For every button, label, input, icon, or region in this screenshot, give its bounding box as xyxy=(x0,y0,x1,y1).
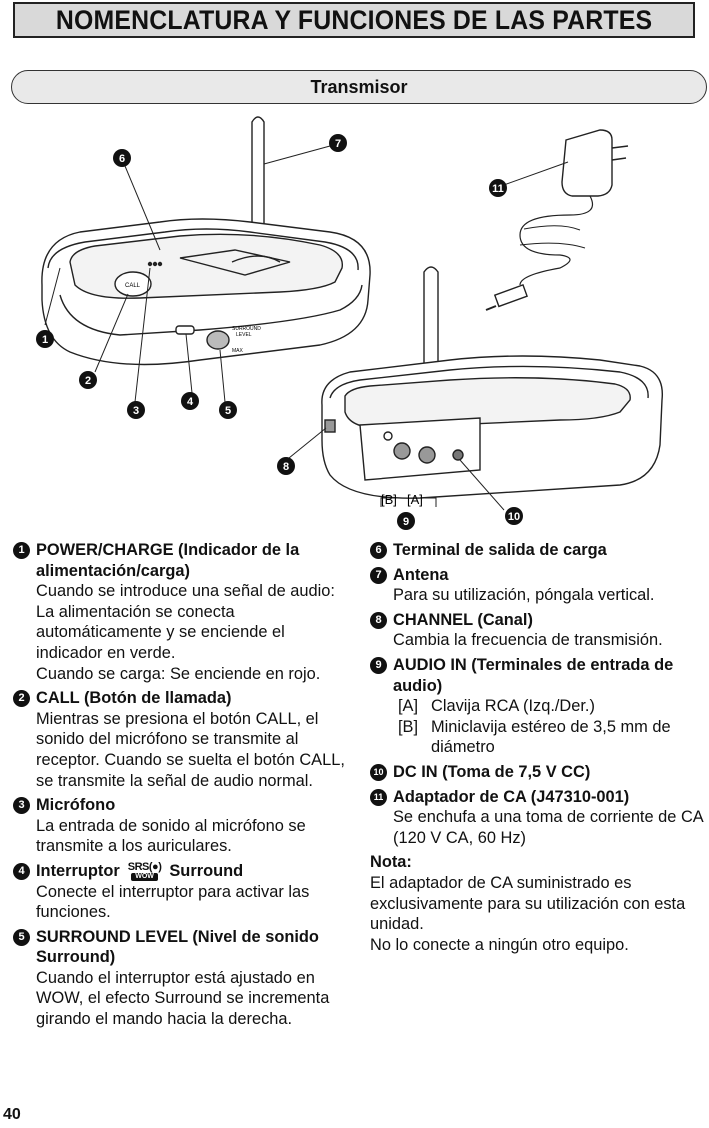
item-9 xyxy=(370,655,705,758)
page-number: 40 xyxy=(3,1106,21,1123)
item-11 xyxy=(370,787,705,849)
item-4-title-b: Surround xyxy=(169,861,244,880)
item-4-line-1: Conecte el interruptor para activar las funciones. xyxy=(36,882,310,922)
item-number-7: 7 xyxy=(370,567,387,584)
ac-adapter-drawing xyxy=(486,130,628,310)
sub-a-key: [A] xyxy=(398,697,419,716)
transmitter-illustration xyxy=(0,106,709,536)
srs-logo-text: SRS(●) xyxy=(127,860,162,873)
page-title-box xyxy=(13,2,695,38)
callout-8: 8 xyxy=(282,461,290,473)
item-7-line-1: Para su utilización, póngala vertical. xyxy=(393,586,655,605)
item-1-title: POWER/CHARGE (Indicador de la alimentación/carga) xyxy=(36,541,300,580)
item-3-title: Micrófono xyxy=(36,796,116,815)
item-number-11: 11 xyxy=(370,789,387,806)
item-4 xyxy=(13,861,353,923)
transmitter-rear-view xyxy=(322,267,662,498)
item-number-6: 6 xyxy=(370,542,387,559)
note-title: Nota: xyxy=(370,853,412,872)
callout-6: 6 xyxy=(118,153,126,165)
sub-b-value: Miniclavija estéreo de 3,5 mm de diámetro xyxy=(431,717,671,757)
srs-wow-logo xyxy=(128,861,162,882)
item-2 xyxy=(13,688,353,791)
transmitter-front-view xyxy=(42,117,370,365)
item-3 xyxy=(13,795,353,857)
item-number-4: 4 xyxy=(13,863,30,880)
item-5-line-1: Cuando el interruptor está ajustado en WOW, el efecto Surround se incrementa girando el mando hacia la derecha. xyxy=(36,968,330,1029)
right-column xyxy=(370,540,705,955)
item-5 xyxy=(13,927,353,1030)
level-label: LEVEL xyxy=(236,332,252,338)
page-title: NOMENCLATURA Y FUNCIONES DE LAS PARTES xyxy=(55,4,653,35)
callout-1: 1 xyxy=(41,334,49,346)
sub-b-key: [B] xyxy=(398,717,419,736)
item-11-title: Adaptador de CA (J47310-001) xyxy=(393,787,630,806)
max-label: MAX xyxy=(232,348,243,354)
item-8 xyxy=(370,610,705,651)
callout-3: 3 xyxy=(132,405,140,417)
item-5-title: SURROUND LEVEL (Nivel de sonido Surround) xyxy=(36,927,319,967)
note-line-1: El adaptador de CA suministrado es exclusivamente para su utilización con esta unidad. xyxy=(370,873,686,934)
item-9-sub-b xyxy=(370,717,705,758)
item-6-title: Terminal de salida de carga xyxy=(393,541,607,559)
callout-10: 10 xyxy=(507,511,521,523)
surround-label: SURROUND xyxy=(232,326,261,332)
item-3-line-1: La entrada de sonido al micrófono se transmite a los auriculares. xyxy=(36,816,306,856)
item-number-5: 5 xyxy=(13,929,30,946)
section-title: Transmisor xyxy=(310,76,408,97)
left-column xyxy=(13,540,353,1034)
callout-5: 5 xyxy=(224,405,232,417)
label-b: [B] xyxy=(381,492,397,507)
item-number-8: 8 xyxy=(370,612,387,629)
item-1 xyxy=(13,540,353,684)
item-number-2: 2 xyxy=(13,690,30,707)
item-1-line-1: Cuando se introduce una señal de audio: La alimentación se conecta automáticamente y se enciende el indicador en verde. xyxy=(36,582,335,662)
callout-4: 4 xyxy=(186,396,194,408)
item-2-title: CALL (Botón de llamada) xyxy=(36,689,232,708)
note-block xyxy=(370,852,705,955)
item-8-line-1: Cambia la frecuencia de transmisión. xyxy=(393,631,663,650)
callout-11: 11 xyxy=(492,183,504,195)
item-7 xyxy=(370,565,705,606)
callout-9: 9 xyxy=(402,516,410,528)
item-2-line-1: Mientras se presiona el botón CALL, el sonido del micrófono se transmite al receptor. Cuando se suelta el botón CALL, se transmite la señal de audio normal. xyxy=(36,709,345,790)
label-a: [A] xyxy=(407,492,423,507)
note-line-2: No lo conecte a ningún otro equipo. xyxy=(370,935,629,954)
item-4-title-a: Interruptor xyxy=(36,861,120,880)
item-10-title: DC IN (Toma de 7,5 V CC) xyxy=(393,762,591,781)
section-header xyxy=(11,70,707,104)
item-number-1: 1 xyxy=(13,542,30,559)
item-9-sub-a xyxy=(370,696,705,717)
item-number-9: 9 xyxy=(370,657,387,674)
callout-2: 2 xyxy=(84,375,92,387)
item-number-10: 10 xyxy=(370,764,387,781)
sub-a-value: Clavija RCA (Izq./Der.) xyxy=(431,697,595,716)
wow-logo-text: WOW xyxy=(131,873,158,881)
item-10 xyxy=(370,762,705,783)
item-6 xyxy=(370,540,705,561)
call-label: CALL xyxy=(125,283,141,289)
callout-7: 7 xyxy=(334,138,342,150)
item-7-title: Antena xyxy=(393,565,449,584)
item-11-line-1: Se enchufa a una toma de corriente de CA (120 V CA, 60 Hz) xyxy=(393,808,703,847)
item-9-title: AUDIO IN (Terminales de entrada de audio) xyxy=(393,655,674,695)
item-1-line-2: Cuando se carga: Se enciende en rojo. xyxy=(36,664,321,683)
item-number-3: 3 xyxy=(13,797,30,814)
item-8-title: CHANNEL (Canal) xyxy=(393,610,533,629)
